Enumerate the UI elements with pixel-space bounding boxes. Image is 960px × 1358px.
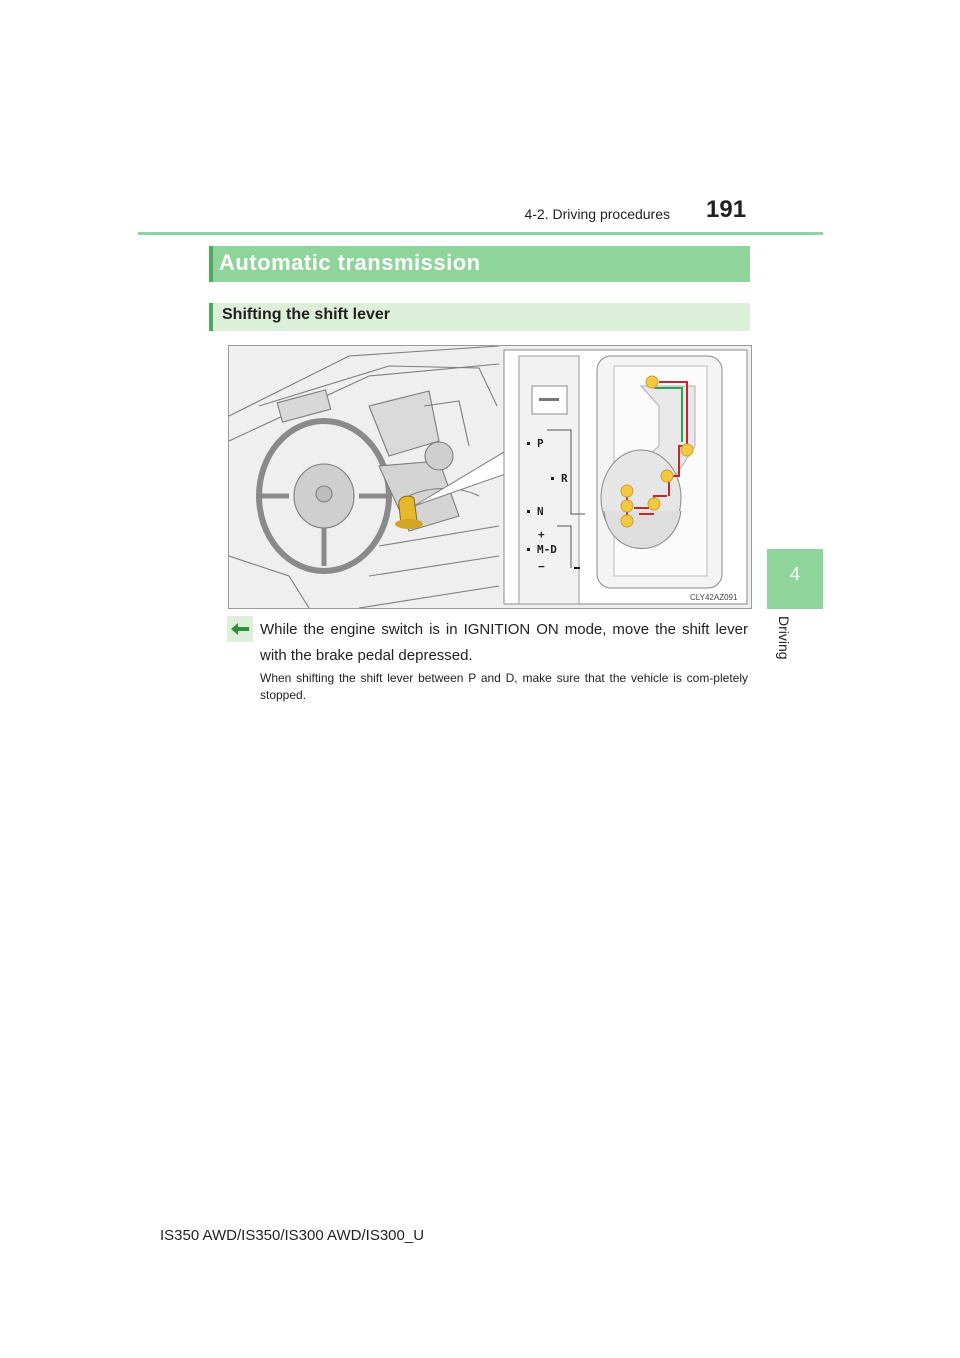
page-number: 191 — [706, 196, 747, 223]
gate-label-r: R — [561, 472, 568, 485]
figure-code: CLY42AZ091 — [690, 593, 738, 602]
note-text: When shifting the shift lever between P and D, make sure that the vehicle is com-pletely stopped. — [260, 671, 748, 702]
gate-label-md: M-D — [537, 543, 557, 556]
footer-model: IS350 AWD/IS350/IS300 AWD/IS300_U — [160, 1227, 425, 1244]
section-title: Automatic transmission — [219, 250, 481, 275]
instruction-text: While the engine switch is in IGNITION ON mode, move the shift lever with the brake pedal depressed. — [260, 621, 748, 664]
gate-label-p: P — [537, 437, 544, 450]
header-section-title: 4-2. Driving procedures — [524, 206, 670, 222]
gate-label-plus: + — [538, 528, 545, 541]
chapter-label-container — [770, 614, 822, 674]
chapter-number: 4 — [789, 564, 800, 584]
gate-label-minus: − — [538, 560, 545, 573]
step-arrow-icon — [227, 616, 253, 642]
subsection-title: Shifting the shift lever — [222, 306, 391, 323]
shift-lever-illustration — [228, 345, 752, 609]
gate-label-n: N — [537, 505, 544, 518]
car-interior-drawing — [229, 346, 499, 608]
chapter-label: Driving — [776, 616, 792, 660]
header-rule — [138, 232, 823, 235]
